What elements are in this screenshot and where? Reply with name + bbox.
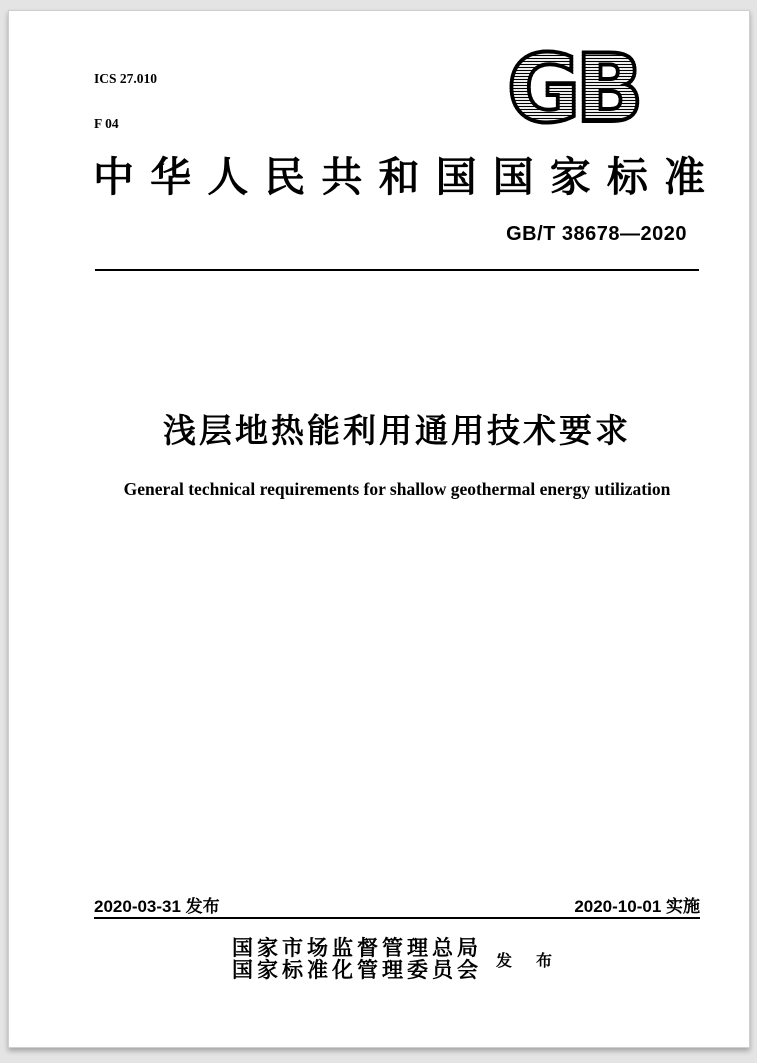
publisher-line-2: 国家标准化管理委员会 — [231, 958, 482, 982]
publisher-block — [94, 937, 700, 981]
classification-code: F 04 — [94, 116, 119, 131]
gb-logo-text: GB — [507, 43, 664, 137]
implementation-date: 2020-10-01 实施 — [574, 897, 700, 916]
issue-date: 2020-03-31 发布 — [94, 897, 220, 916]
footer-divider-rule — [94, 917, 700, 919]
gb-logo — [507, 35, 672, 144]
publish-label: 发 布 — [495, 952, 562, 970]
publisher-names — [232, 937, 482, 981]
document-title-chinese: 浅层地热能利用通用技术要求 — [163, 412, 631, 449]
standard-cover-page — [8, 10, 750, 1048]
standard-number: GB/T 38678—2020 — [506, 223, 687, 245]
dates-row — [94, 892, 700, 917]
publisher-line-1: 国家市场监督管理总局 — [231, 936, 482, 960]
ics-code: ICS 27.010 — [94, 71, 158, 86]
ics-classification-block — [94, 41, 157, 161]
document-title-english: General technical requirements for shallow geothermal energy utilization — [123, 479, 671, 499]
header-divider-rule — [95, 269, 699, 271]
national-standard-title: 中华人民共和国国家标准 — [93, 154, 705, 200]
